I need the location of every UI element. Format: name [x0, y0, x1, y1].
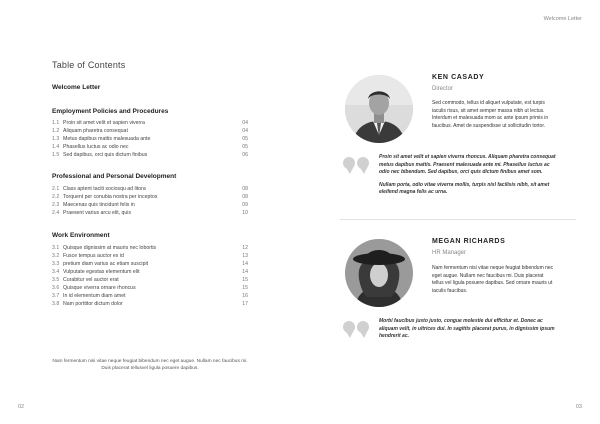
toc-title: Table of Contents [52, 60, 126, 70]
toc-item-number: 3.6 [52, 285, 60, 291]
toc-item-page: 14 [242, 269, 248, 275]
toc-item[interactable] [52, 210, 248, 217]
person-name: KEN CASADY [432, 74, 485, 81]
toc-item-page: 13 [242, 253, 248, 259]
toc-item-page: 09 [242, 202, 248, 208]
toc-item-text: In id elementum diam amet [63, 293, 126, 299]
toc-item-number: 1.4 [52, 144, 60, 150]
quote-mark-icon [343, 156, 373, 174]
toc-item-page: 16 [242, 293, 248, 299]
toc-item[interactable] [52, 261, 248, 268]
toc-item-text: Proin sit amet velit et sapien viverra [63, 120, 145, 126]
running-header: Welcome Letter [543, 16, 582, 22]
toc-item[interactable] [52, 186, 248, 193]
toc-item[interactable] [52, 136, 248, 143]
toc-item[interactable] [52, 285, 248, 292]
toc-item[interactable] [52, 128, 248, 135]
person-name: MEGAN RICHARDS [432, 238, 506, 245]
toc-item-text: Maecenas quis tincidunt felis in [63, 202, 135, 208]
toc-item-text: Class aptent taciti sociosqu ad litora [63, 186, 146, 192]
toc-item-number: 2.2 [52, 194, 60, 200]
toc-item[interactable] [52, 277, 248, 284]
toc-item-text: Nam porttitor dictum dolor [63, 301, 123, 307]
toc-footnote: Nam fermentum nisi vitae neque feugiat bibendum nec eget augue. Nullam nec faucibus mi. Duis placerat tellusvel ligula posuere dapibus. [52, 359, 248, 371]
toc-item-page: 14 [242, 261, 248, 267]
toc-item-text: Aliquam pharetra consequat [63, 128, 128, 134]
toc-item-text: Phasellus luctus ac odio nec [63, 144, 129, 150]
toc-item-number: 3.4 [52, 269, 60, 275]
toc-section-heading[interactable]: Work Environment [52, 232, 110, 239]
quote-paragraph: Morbi faucibus justo justo, congue molestie dui efficitur et. Donec ac aliquam velit, in ultrices dui. In sagittis placerat purus, in dignissim ipsum hendrerit ac. [379, 318, 555, 339]
toc-item-number: 1.1 [52, 120, 60, 126]
toc-item-page: 05 [242, 136, 248, 142]
toc-item-text: Vulputate egestas elementum elit [63, 269, 140, 275]
toc-item-page: 10 [242, 210, 248, 216]
toc-item-text: Torquent per conubia nostra per inceptos [63, 194, 158, 200]
toc-item-number: 3.7 [52, 293, 60, 299]
megan-richards-portrait [345, 239, 413, 307]
toc-item[interactable] [52, 144, 248, 151]
toc-item[interactable] [52, 152, 248, 159]
toc-item[interactable] [52, 245, 248, 252]
toc-item-page: 04 [242, 120, 248, 126]
ken-casady-portrait [345, 75, 413, 143]
toc-item-number: 1.2 [52, 128, 60, 134]
toc-item-page: 15 [242, 285, 248, 291]
toc-item-number: 2.4 [52, 210, 60, 216]
toc-item-text: Metus dapibus mattis malesuada ante [63, 136, 151, 142]
toc-item-page: 08 [242, 194, 248, 200]
toc-item-page: 04 [242, 128, 248, 134]
toc-item-number: 2.3 [52, 202, 60, 208]
person-bio: Nam fermentum nisi vitae neque feugiat bibendum nec eget augue. Nullam nec faucibus mi. Duis placerat tellus vel ligula posuere dapibus. Sed ornare mauris ut iaculis faucibus. [432, 265, 554, 294]
quote-paragraph: Proin sit amet velit et sapien viverra rhoncus. Aliquam pharetra consequat metus dapibus mattis. Praesent malesuada ante mi. Phasellus luctus ac odio nec bibendum. Sed dapibus, orci quis dictum finibus amet som. [379, 154, 556, 175]
person-bio: Sed commodo, tellus id aliquet vulputate, est turpis iaculis risus, sit amet semper massa nibh ut lectus. Interdum et malesuada mom ac ante ipsum primis in faucibus. Amet de suspendisse ut sollicitudin tortor. [432, 100, 549, 129]
toc-item[interactable] [52, 202, 248, 209]
person-quote [379, 318, 559, 346]
toc-item-page: 17 [242, 301, 248, 307]
person-quote [379, 154, 559, 202]
toc-item-page: 06 [242, 152, 248, 158]
toc-section-heading[interactable]: Employment Policies and Procedures [52, 108, 169, 115]
toc-item-page: 15 [242, 277, 248, 283]
toc-item-page: 05 [242, 144, 248, 150]
toc-item-text: pretium diam varius ac etiam suscipit [63, 261, 149, 267]
toc-item-number: 1.5 [52, 152, 60, 158]
page-number-right: 03 [575, 404, 582, 410]
toc-item-number: 3.3 [52, 261, 60, 267]
quote-mark-icon [343, 320, 373, 338]
quote-paragraph: Nullam porta, odio vitae viverra mollis, turpis nisl facilisis nibh, sit amet eleifend magna felis ac urna. [379, 181, 550, 195]
toc-item-number: 3.1 [52, 245, 60, 251]
toc-item-page: 08 [242, 186, 248, 192]
person-role: Director [432, 86, 454, 92]
toc-item-text: Fusce tempus auctor ex id [63, 253, 124, 259]
toc-item-number: 3.5 [52, 277, 60, 283]
toc-item-number: 1.3 [52, 136, 60, 142]
toc-item-text: Quisque viverra ornare rhoncus [63, 285, 136, 291]
toc-item[interactable] [52, 120, 248, 127]
toc-item-text: Praesent varius arcu elit, quis [63, 210, 132, 216]
toc-item-text: Curabitur vel auctor erat [63, 277, 119, 283]
toc-item[interactable] [52, 301, 248, 308]
toc-item-number: 3.8 [52, 301, 60, 307]
toc-section-heading[interactable]: Professional and Personal Development [52, 173, 177, 180]
person-role: HR Manager [432, 250, 467, 256]
toc-item[interactable] [52, 253, 248, 260]
toc-item-text: Quisque dignissim at mauris nec lobortis [63, 245, 157, 251]
toc-item[interactable] [52, 293, 248, 300]
section-divider [340, 219, 576, 220]
toc-item-number: 2.1 [52, 186, 60, 192]
toc-item-number: 3.2 [52, 253, 60, 259]
toc-item-page: 12 [242, 245, 248, 251]
toc-welcome-entry[interactable]: Welcome Letter [52, 84, 101, 91]
toc-item-text: Sed dapibus, orci quis dictum finibus [63, 152, 148, 158]
toc-item[interactable] [52, 194, 248, 201]
toc-item[interactable] [52, 269, 248, 276]
page-number-left: 02 [18, 404, 25, 410]
